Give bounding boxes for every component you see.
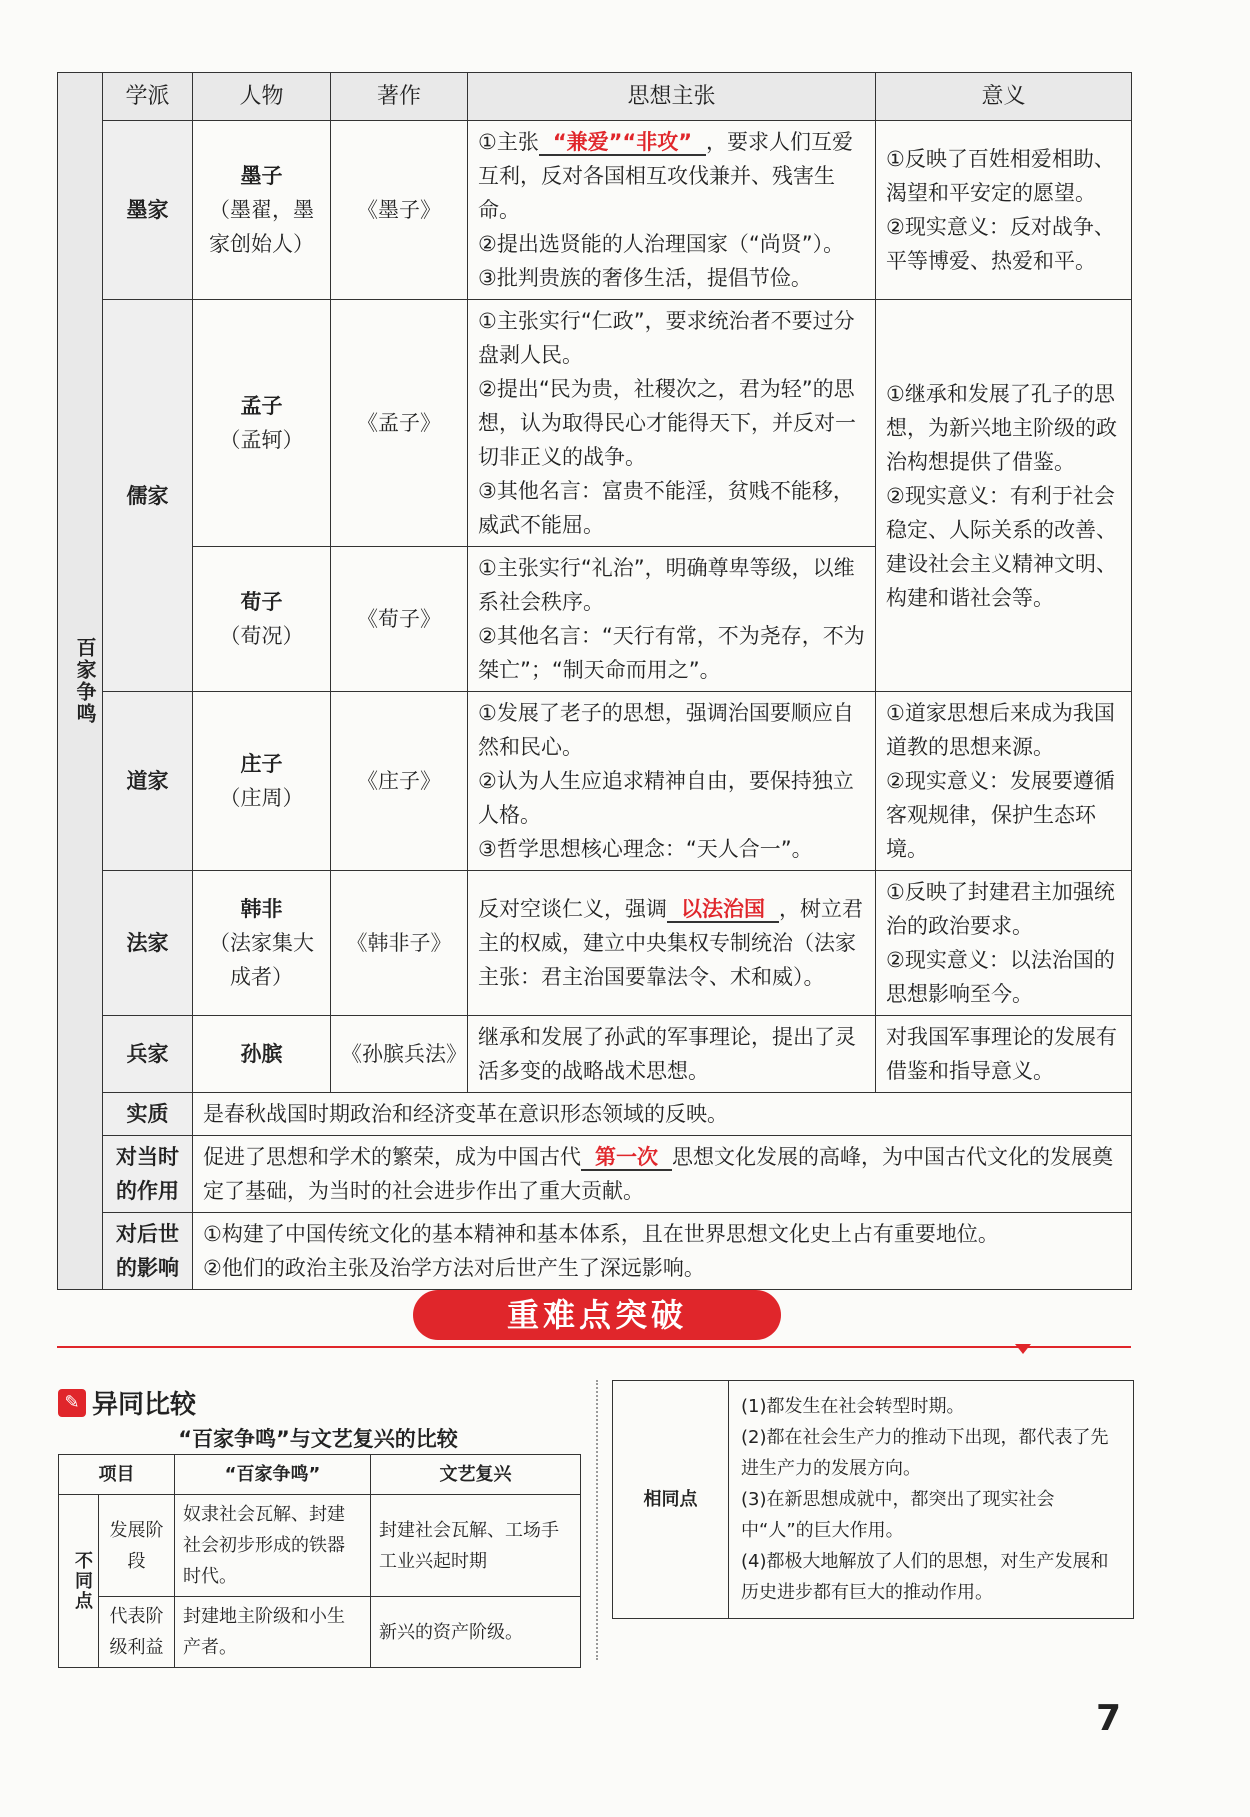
book-xunzi: 《荀子》: [331, 547, 468, 692]
meaning-line: ①继承和发展了孔子的思想，为新兴地主阶级的政治构想提供了借鉴。: [886, 381, 1117, 474]
meaning-line: ②现实意义：有利于社会稳定、人际关系的改善、建设社会主义精神文明、构建和谐社会等。: [886, 483, 1117, 610]
person-note: （庄周）: [219, 786, 304, 810]
diff-label-cell: [59, 1495, 99, 1668]
meaning-legalism: [876, 871, 1132, 1016]
compare-title: 异同比较: [92, 1390, 197, 1420]
person-name: 韩非: [240, 897, 283, 921]
idea-legalism: 反对空谈仁义，强调 以法治国 ，树立君主的权威，建立中央集权专制统治（法家主张：君主治国要靠法令、术和威）。: [468, 871, 876, 1016]
person-mozi: [193, 121, 331, 300]
header-row: [58, 73, 1132, 121]
fill-answer: 以法治国: [667, 897, 779, 923]
book-sunbin: 《孙膑兵法》: [331, 1016, 468, 1093]
idea-line: ③其他名言：富贵不能淫，贫贱不能移，威武不能屈。: [478, 479, 854, 537]
idea-line: ①主张 “兼爱”“非攻” ，要求人们互爱互利，反对各国相互攻伐兼并、残害生命。: [478, 130, 854, 222]
similarity-table: [612, 1380, 1134, 1619]
same-row: [613, 1381, 1134, 1619]
book-mengzi: 《孟子》: [331, 300, 468, 547]
row-then-effect: [58, 1136, 1132, 1213]
row-label: 发展阶段: [99, 1495, 175, 1597]
idea-line: ②认为人生应追求精神自由，要保持独立人格。: [478, 769, 854, 827]
cell-b: 封建社会瓦解、工场手工业兴起时期: [371, 1495, 581, 1597]
cell-a: 奴隶社会瓦解、封建社会初步形成的铁器时代。: [175, 1495, 371, 1597]
text-then-effect: 促进了思想和学术的繁荣，成为中国古代 第一次 思想文化发展的高峰，为中国古代文化的发展奠定了基础，为当时的社会进步作出了重大贡献。: [193, 1136, 1132, 1213]
idea-line: ③哲学思想核心理念：“天人合一”。: [478, 837, 813, 861]
pen-icon: ✎: [58, 1389, 86, 1417]
label-later-effect: 对后世的影响: [103, 1213, 193, 1290]
header-book: 著作: [331, 73, 468, 121]
person-note: （墨翟，墨家创始人）: [209, 198, 314, 256]
diff-label: 不同点: [72, 1551, 93, 1611]
list-item: (4)都极大地解放了人们的思想，对生产发展和历史进步都有巨大的推动作用。: [741, 1551, 1109, 1603]
hundred-schools-table: [57, 72, 1132, 1290]
header-school: 学派: [103, 73, 193, 121]
meaning-daoism: [876, 692, 1132, 871]
person-note: （荀况）: [219, 624, 304, 648]
row-label: 代表阶级利益: [99, 1597, 175, 1668]
text-later-effect: [193, 1213, 1132, 1290]
same-label: 相同点: [613, 1381, 729, 1619]
school-legalism: 法家: [103, 871, 193, 1016]
page-number: 7: [1096, 1698, 1122, 1739]
meaning-line: ①道家思想后来成为我国道教的思想来源。: [886, 701, 1115, 759]
person-xunzi: [193, 547, 331, 692]
row-military: [58, 1016, 1132, 1093]
idea-line: ②提出“民为贵，社稷次之，君为轻”的思想，认为取得民心才能得天下，并反对一切非正义的战争。: [478, 377, 856, 469]
list-item: (3)在新思想成就中，都突出了现实社会中“人”的巨大作用。: [741, 1489, 1055, 1541]
school-mohism: 墨家: [103, 121, 193, 300]
compare-subtitle: “百家争鸣”与文艺复兴的比较: [178, 1427, 458, 1451]
cmp-row-stage: [59, 1495, 581, 1597]
list-item: (1)都发生在社会转型时期。: [741, 1396, 965, 1417]
cell-b: 新兴的资产阶级。: [371, 1597, 581, 1668]
person-zhuangzi: [193, 692, 331, 871]
school-daoism: 道家: [103, 692, 193, 871]
idea-mengzi: [468, 300, 876, 547]
row-essence: [58, 1093, 1132, 1136]
effect-line: ①构建了中国传统文化的基本精神和基本体系，且在世界思想文化史上占有重要地位。: [203, 1222, 999, 1246]
row-daoism: [58, 692, 1132, 871]
header-idea: 思想主张: [468, 73, 876, 121]
label-essence: 实质: [103, 1093, 193, 1136]
section-banner: [57, 1290, 1131, 1350]
row-later-effect: [58, 1213, 1132, 1290]
school-confucianism: 儒家: [103, 300, 193, 692]
school-military: 兵家: [103, 1016, 193, 1093]
header-meaning: 意义: [876, 73, 1132, 121]
meaning-military: 对我国军事理论的发展有借鉴和指导意义。: [876, 1016, 1132, 1093]
idea-military: 继承和发展了孙武的军事理论，提出了灵活多变的战略战术思想。: [468, 1016, 876, 1093]
person-name: 孟子: [240, 394, 283, 418]
meaning-line: ①反映了封建君主加强统治的政治要求。: [886, 880, 1115, 938]
header-person: 人物: [193, 73, 331, 121]
compare-heading: [58, 1384, 196, 1421]
meaning-line: ②现实意义：发展要遵循客观规律，保护生态环境。: [886, 769, 1115, 861]
row-legalism: [58, 871, 1132, 1016]
person-name: 荀子: [240, 590, 283, 614]
idea-daoism: [468, 692, 876, 871]
banner-caret-icon: [1015, 1344, 1031, 1354]
book-zhuangzi: 《庄子》: [331, 692, 468, 871]
idea-line: ②其他名言：“天行有常，不为尧存，不为桀亡”；“制天命而用之”。: [478, 624, 865, 682]
person-name: 庄子: [240, 752, 283, 776]
meaning-mohism: [876, 121, 1132, 300]
idea-line: ①主张实行“仁政”，要求统治者不要过分盘剥人民。: [478, 309, 855, 367]
side-label: 百家争鸣: [73, 637, 97, 725]
list-item: (2)都在社会生产力的推动下出现，都代表了先进生产力的发展方向。: [741, 1427, 1109, 1479]
cmp-header-b: 文艺复兴: [371, 1455, 581, 1495]
idea-line: ①主张实行“礼治”，明确尊卑等级，以维系社会秩序。: [478, 556, 855, 614]
effect-line: ②他们的政治主张及治学方法对后世产生了深远影响。: [203, 1256, 705, 1280]
cmp-header-item: 项目: [59, 1455, 175, 1495]
book-hanfeizi: 《韩非子》: [331, 871, 468, 1016]
difference-table: [58, 1454, 581, 1668]
book-mozi: 《墨子》: [331, 121, 468, 300]
row-mohism: [58, 121, 1132, 300]
fill-answer: “兼爱”“非攻”: [539, 130, 706, 156]
cmp-header-row: [59, 1455, 581, 1495]
idea-line: ①发展了老子的思想，强调治国要顺应自然和民心。: [478, 701, 854, 759]
cell-a: 封建地主阶级和小生产者。: [175, 1597, 371, 1668]
person-name: 墨子: [240, 164, 283, 188]
idea-xunzi: [468, 547, 876, 692]
meaning-line: ①反映了百姓相爱相助、渴望和平安定的愿望。: [886, 147, 1115, 205]
idea-mohism: [468, 121, 876, 300]
same-items: [729, 1381, 1134, 1619]
label-then-effect: 对当时的作用: [103, 1136, 193, 1213]
fill-answer: 第一次: [581, 1145, 672, 1171]
text-essence: 是春秋战国时期政治和经济变革在意识形态领域的反映。: [193, 1093, 1132, 1136]
side-label-cell: [58, 73, 103, 1290]
dotted-divider: [596, 1380, 598, 1660]
banner-rule: [57, 1346, 1131, 1348]
row-confucianism-mencius: [58, 300, 1132, 547]
person-mengzi: [193, 300, 331, 547]
meaning-line: ②现实意义：以法治国的思想影响至今。: [886, 948, 1115, 1006]
person-note: （法家集大成者）: [209, 931, 314, 989]
idea-line: ②提出选贤能的人治理国家（“尚贤”）。: [478, 232, 845, 256]
cmp-header-a: “百家争鸣”: [175, 1455, 371, 1495]
person-hanfei: [193, 871, 331, 1016]
cmp-row-class: [59, 1597, 581, 1668]
meaning-line: ②现实意义：反对战争、平等博爱、热爱和平。: [886, 215, 1115, 273]
idea-line: ③批判贵族的奢侈生活，提倡节俭。: [478, 266, 812, 290]
person-note: （孟轲）: [219, 428, 304, 452]
meaning-confucianism: [876, 300, 1132, 692]
person-sunbin: [193, 1016, 331, 1093]
banner-title: 重难点突破: [413, 1290, 781, 1340]
person-name: 孙膑: [240, 1042, 283, 1066]
